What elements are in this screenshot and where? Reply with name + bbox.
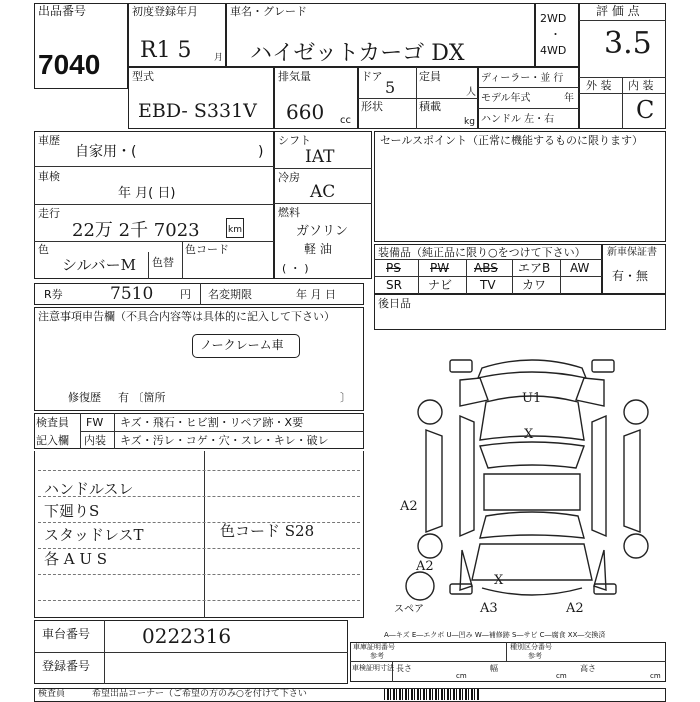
caution-label: 注意事項申告欄（不具合内容等は具体的に記入して下さい） [38, 310, 335, 323]
warranty-label: 新車保証書 [607, 247, 657, 258]
repair-label: 修復歴 [68, 391, 101, 404]
wid-label: 幅 [490, 664, 498, 673]
sales-label: セールスポイント（正常に機能するものに限ります） [380, 134, 644, 147]
mark-a3: A3 [480, 601, 498, 616]
in-label: 内装 [84, 434, 106, 447]
shape-label: 形状 [361, 100, 383, 113]
color-value: シルバーM [62, 256, 136, 274]
equip-tv: TV [480, 278, 496, 292]
owner-box [374, 294, 666, 330]
inspect-value: 年 月( 日) [118, 186, 176, 201]
equip-airbag: エアB [518, 261, 551, 275]
shift-label: シフト [278, 134, 311, 147]
deadline-label: 名変期限 [208, 288, 252, 301]
int-label: 内 装 [628, 79, 654, 92]
year-unit: 年 [564, 93, 574, 104]
shift-value: IAT [305, 147, 335, 167]
spare-label: スペア [394, 604, 424, 615]
hei-label: 高さ [580, 664, 596, 673]
size-label: 車検証明寸法 [352, 664, 394, 672]
remark-3: スタッドレスT [44, 526, 144, 544]
lot-label: 出品番号 [38, 4, 87, 18]
mark-a2-left: A2 [400, 499, 418, 514]
ac-label: 冷房 [278, 171, 300, 184]
model-label: 型式 [132, 70, 154, 83]
drive-dot: ・ [550, 28, 561, 41]
rating-value: 3.5 [604, 26, 652, 61]
load-label: 積載 [419, 100, 441, 113]
in-text: キズ・汚レ・コゲ・穴・スレ・キレ・破レ [120, 434, 329, 447]
sales-box [374, 131, 666, 242]
history-close: ) [258, 144, 264, 160]
fuel-label: 燃料 [278, 206, 300, 219]
repair-close: 〕 [340, 391, 351, 404]
bottom-label: 検査員 [38, 689, 66, 699]
len-unit: cm [456, 672, 467, 680]
fuel-light: 軽 油 [304, 242, 332, 256]
equip-sr: SR [386, 278, 402, 292]
door-label: ドア [361, 70, 383, 83]
drive-4wd: 4WD [540, 44, 567, 57]
cert-box [350, 642, 666, 682]
equip-aw: AW [570, 261, 590, 275]
fuel-paren: ( ・ ) [282, 262, 309, 275]
lot-number: 7040 [38, 49, 101, 80]
inspect-label: 車検 [38, 170, 60, 183]
disp-label: 排気量 [278, 70, 311, 83]
remark-right: 色コード S28 [220, 522, 315, 540]
name-label: 車名・グレード [230, 5, 307, 18]
remark-2: 下廻りS [44, 502, 100, 520]
barcode [384, 689, 480, 700]
vehicle-diagram [394, 350, 666, 620]
inspector-label1: 検査員 [36, 416, 69, 429]
history-label: 車歴 [38, 134, 60, 147]
int-value: C [636, 96, 655, 124]
ext-label: 外 装 [586, 79, 612, 92]
colorchange-label: 色替 [152, 256, 174, 269]
type-label: 種別区分番号 [510, 643, 552, 651]
owner-label: 後日品 [378, 297, 411, 310]
name-value: ハイゼットカーゴ DX [250, 41, 465, 66]
door-value: 5 [385, 78, 396, 97]
type-ref: 参考 [528, 652, 542, 660]
history-value: 自家用・( [75, 144, 137, 160]
dealer-label: ディーラー・並 行 [481, 73, 564, 84]
equipment-label: 装備品（純正品に限り○をつけて下さい） [378, 246, 586, 259]
deadline-value: 年 月 日 [296, 288, 336, 301]
reg-label: 初度登録年月 [132, 5, 198, 18]
wid-unit: cm [556, 672, 567, 680]
handle-label: ハンドル 左・右 [481, 114, 555, 125]
colorcode-label: 色コード [185, 243, 229, 256]
remark-4: 各 A U S [44, 550, 108, 568]
reg-value: R1 5 [140, 38, 192, 63]
noclaim-text: ノークレーム車 [200, 338, 284, 352]
fw-text: キズ・飛石・ヒビ割・リペア跡・X要 [120, 416, 304, 429]
r-label: R券 [44, 288, 63, 301]
warranty-value: 有・無 [612, 269, 649, 283]
remark-1: ハンドルスレ [44, 480, 134, 498]
disp-value: 660 [286, 100, 325, 124]
mileage-value: 22万 2千 7023 [72, 220, 200, 241]
fuel-gas: ガソリン [296, 224, 349, 239]
modelyear-label: モデル年式 [481, 93, 531, 104]
mark-x-top: X [524, 427, 534, 442]
bottom-text: 希望出品コーナー（ご希望の方のみ○を付けて下さい [92, 689, 307, 699]
mark-x-rear: X [494, 573, 504, 588]
ac-value: AC [310, 182, 336, 202]
r-value: 7510 [110, 284, 154, 304]
damage-legend: A―キズ E―エクボ U―凹み W―補修跡 S―サビ C―腐食 XX―交換済 [384, 631, 606, 639]
chassis-label: 車台番号 [42, 627, 91, 641]
len-label: 長さ [396, 664, 412, 673]
hei-unit: cm [650, 672, 661, 680]
reg-month-unit: 月 [214, 53, 224, 63]
model-value: EBD- S331V [138, 100, 257, 122]
reg-no-label: 登録番号 [42, 659, 91, 673]
equip-abs: ABS [474, 261, 498, 275]
disp-unit: cc [340, 115, 351, 126]
chassis-value: 0222316 [142, 624, 232, 648]
mileage-unit: km [228, 225, 242, 235]
mileage-label: 走行 [38, 207, 60, 220]
cap-label: 定員 [419, 70, 441, 83]
mark-u1: U1 [522, 391, 542, 406]
equip-pw: PW [430, 261, 450, 275]
mark-a2-mid: A2 [416, 559, 434, 574]
equip-navi: ナビ [428, 278, 453, 292]
equip-ps: PS [386, 261, 401, 275]
drive-2wd: 2WD [540, 12, 567, 25]
load-unit: kg [464, 117, 475, 127]
color-label: 色 [38, 243, 49, 256]
inspector-label2: 記入欄 [36, 434, 69, 447]
rating-label: 評 価 点 [596, 4, 640, 18]
cert-label: 車庫証明番号 [353, 643, 395, 651]
yen-unit: 円 [180, 288, 191, 301]
cert-ref: 参考 [370, 652, 384, 660]
fw-label: FW [86, 416, 104, 429]
repair-value: 有 〔箇所 [118, 391, 166, 404]
mark-a2-right: A2 [566, 601, 584, 616]
cap-unit: 人 [466, 87, 476, 98]
equip-leather: カワ [522, 278, 547, 292]
